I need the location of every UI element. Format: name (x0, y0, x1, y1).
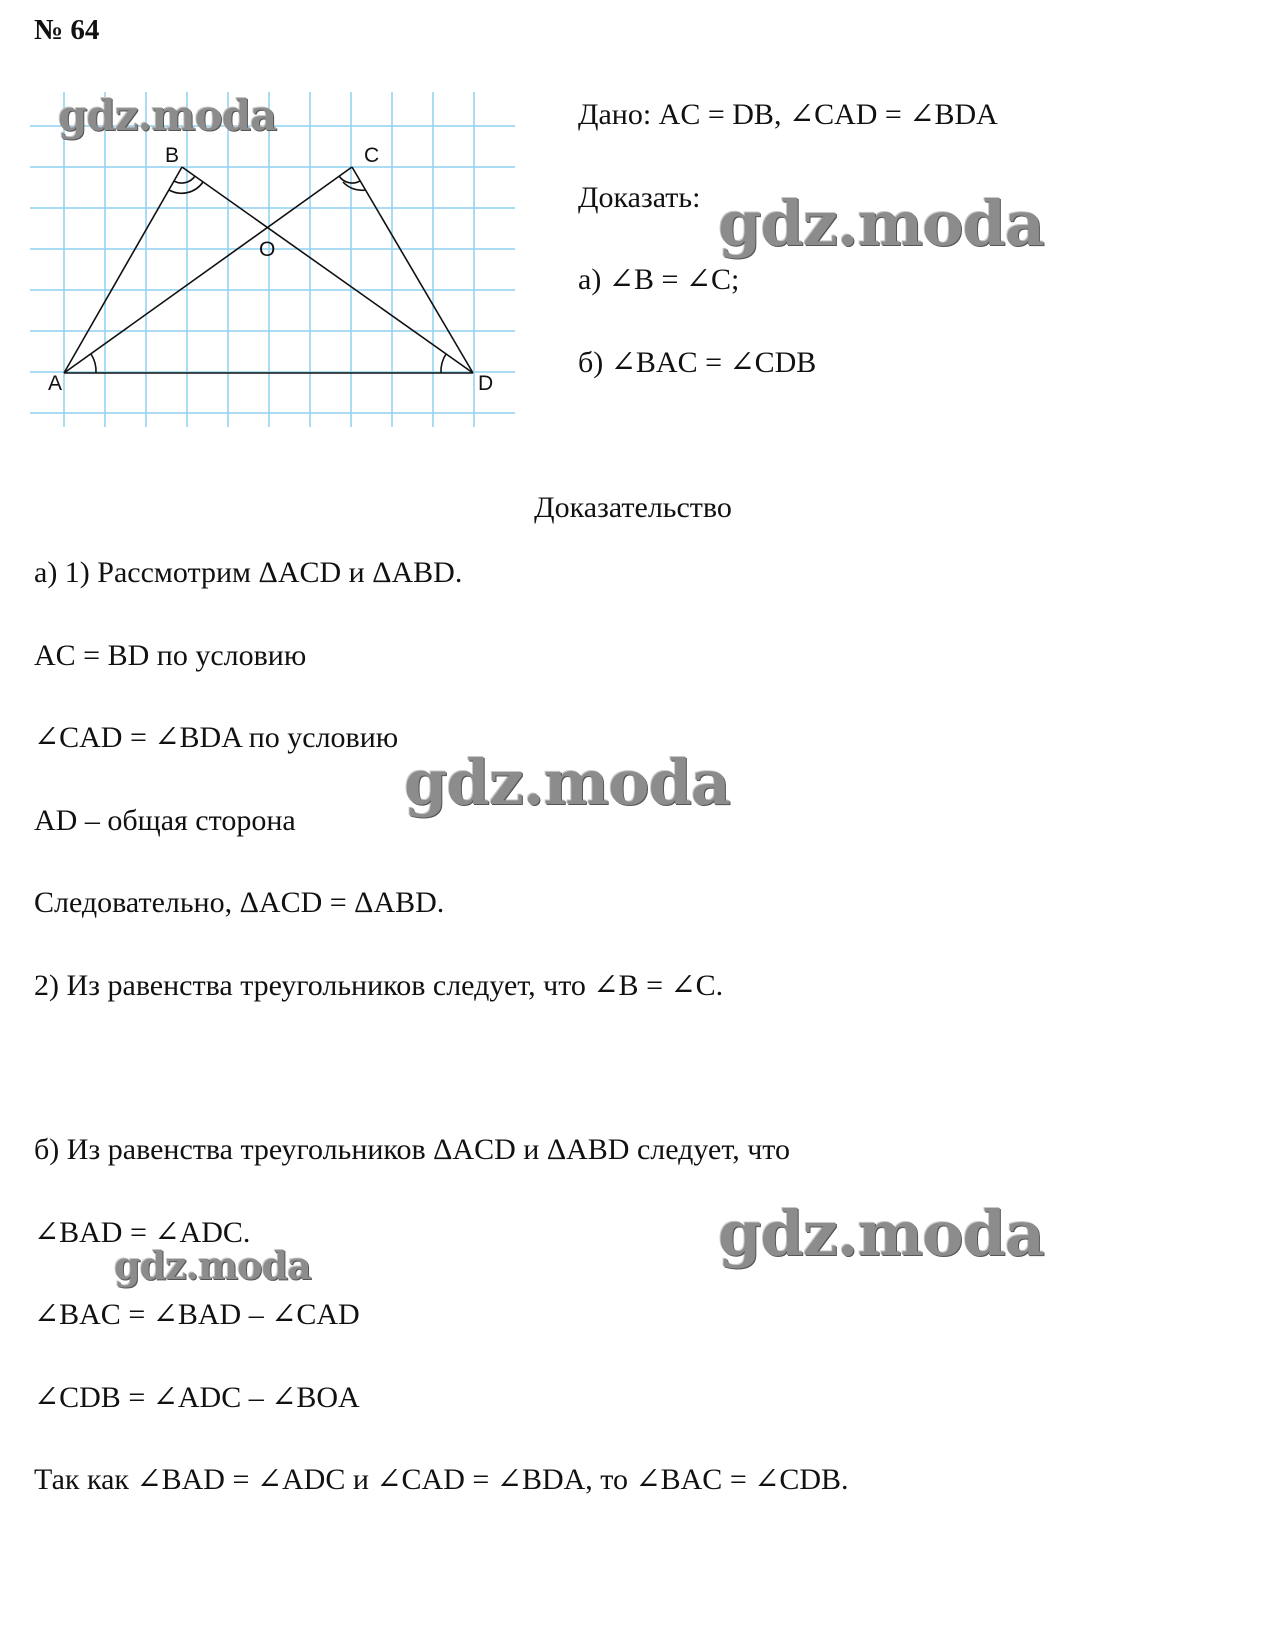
watermark: gdz.moda (58, 91, 277, 140)
proof-line: ∠CDB = ∠ADC – ∠BOA (34, 1381, 360, 1414)
point-label-d: D (478, 372, 494, 395)
watermark: gdz.moda (404, 746, 730, 819)
proof-line: 2) Из равенства треугольников следует, что ∠B = ∠C. (34, 969, 724, 1002)
point-label-o: O (259, 238, 276, 261)
point-label-a: A (48, 372, 63, 395)
prove-item-a: а) ∠B = ∠C; (578, 263, 740, 296)
problem-number: № 64 (34, 14, 100, 46)
prove-label: Доказать: (578, 181, 701, 214)
proof-heading: Доказательство (534, 491, 732, 524)
proof-line: ∠BAD = ∠ADC. (34, 1216, 251, 1249)
proof-line: AC = BD по условию (34, 639, 307, 672)
proof-line: Так как ∠BAD = ∠ADC и ∠CAD = ∠BDA, то ∠BAC = ∠CDB. (34, 1463, 849, 1496)
given-line: Дано: AC = DB, ∠CAD = ∠BDA (578, 98, 998, 131)
point-label-b: B (165, 144, 180, 167)
proof-line: а) 1) Рассмотрим ΔACD и ΔABD. (34, 556, 463, 589)
proof-line: ∠BAC = ∠BAD – ∠CAD (34, 1298, 360, 1331)
point-label-c: C (364, 144, 380, 167)
watermark: gdz.moda (718, 1197, 1044, 1270)
prove-item-b: б) ∠BAC = ∠CDB (578, 346, 817, 379)
watermark: gdz.moda (718, 187, 1044, 260)
proof-line: ∠CAD = ∠BDA по условию (34, 721, 399, 754)
proof-line: б) Из равенства треугольников ΔACD и ΔABD следует, что (34, 1133, 791, 1166)
watermark: gdz.moda (114, 1243, 311, 1288)
triangle-figure (30, 92, 540, 442)
proof-line: AD – общая сторона (34, 804, 296, 837)
proof-line: Следовательно, ΔACD = ΔABD. (34, 886, 445, 919)
